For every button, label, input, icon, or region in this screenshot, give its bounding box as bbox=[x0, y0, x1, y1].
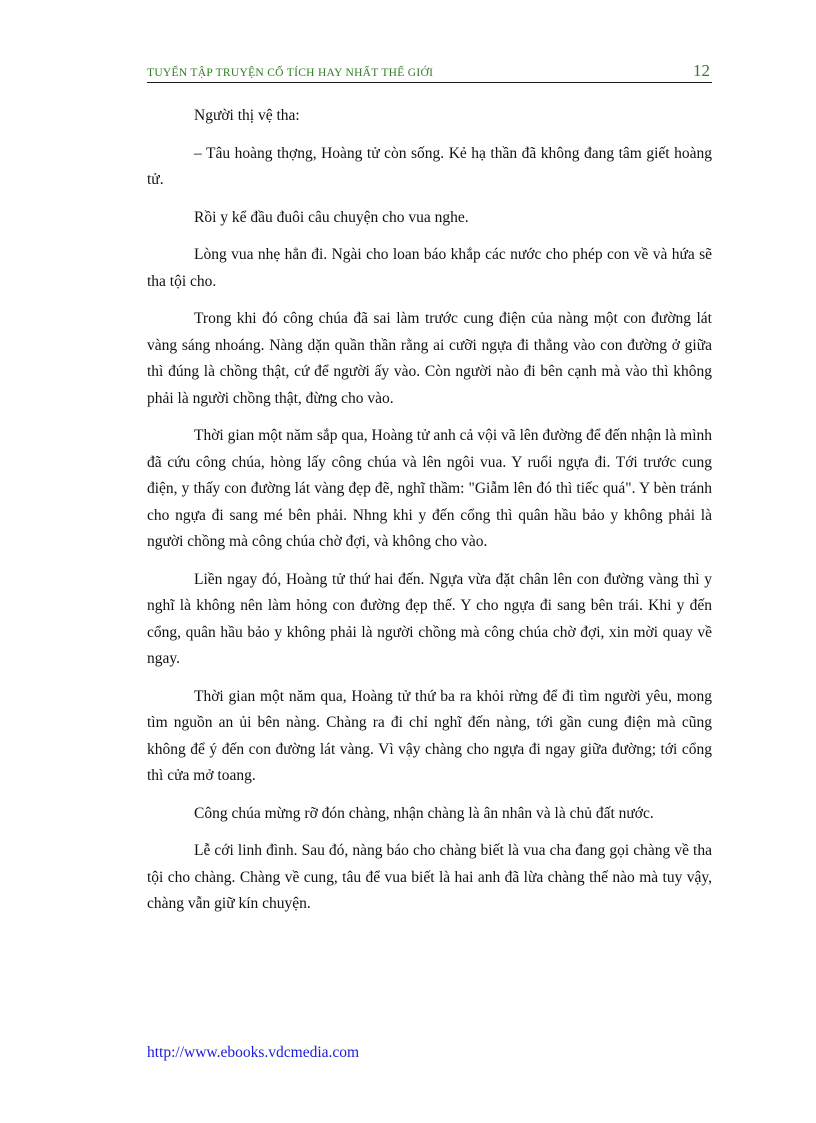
paragraph: Lễ cới linh đình. Sau đó, nàng báo cho chàng biết là vua cha đang gọi chàng về tha tội cho chàng. Chàng về cung, tâu để vua biết là hai anh đã lừa chàng thế nào mà tuy vậy, chàng vẫn giữ kín chuyện. bbox=[147, 842, 712, 912]
paragraph: Trong khi đó công chúa đã sai làm trước cung điện của nàng một con đường lát vàng sáng nhoáng. Nàng dặn quần thần rằng ai cưỡi ngựa đi thẳng vào con đường ở giữa thì đúng là chồng thật, cứ để người ấy vào. Còn người nào đi bên cạnh mà vào thì không phải là người chồng thật, đừng cho vào. bbox=[147, 310, 712, 407]
footer-website-link[interactable]: http://www.ebooks.vdcmedia.com bbox=[147, 1044, 360, 1061]
page-number: 12 bbox=[693, 61, 710, 80]
page-header bbox=[147, 58, 712, 83]
paragraph: – Tâu hoàng thợng, Hoàng tử còn sống. Kẻ hạ thần đã không đang tâm giết hoàng tử. bbox=[147, 144, 712, 188]
paragraph: Rồi y kể đầu đuôi câu chuyện cho vua nghe. bbox=[194, 208, 469, 226]
paragraph: Công chúa mừng rỡ đón chàng, nhận chàng là ân nhân và là chủ đất nước. bbox=[194, 804, 654, 822]
paragraph: Thời gian một năm sắp qua, Hoàng tử anh cả vội vã lên đường để đến nhận là mình đã cứu công chúa, hòng lấy công chúa và lên ngôi vua. Y ruổi ngựa đi. Tới trước cung điện, y thấy con đường lát vàng đẹp đẽ, nghĩ thầm: "Giẫm lên đó thì tiếc quá". Y bèn tránh cho ngựa đi sang mé bên phải. Nhng khi y đến cổng thì quân hầu bảo y không phải là người chồng mà công chúa chờ đợi, và không cho vào. bbox=[147, 427, 712, 550]
paragraph: Thời gian một năm qua, Hoàng tử thứ ba ra khỏi rừng để đi tìm người yêu, mong tìm nguồn an ủi bên nàng. Chàng ra đi chỉ nghĩ đến nàng, tới gần cung điện mà cũng không để ý đến con đường lát vàng. Vì vậy chàng cho ngựa đi ngay giữa đường; tới cổng thì cửa mở toang. bbox=[147, 687, 712, 784]
paragraph: Người thị vệ tha: bbox=[194, 107, 300, 124]
story-body bbox=[147, 103, 712, 929]
book-title: TUYỂN TẬP TRUYỆN CỔ TÍCH HAY NHẤT THẾ GIỚI bbox=[147, 67, 434, 79]
paragraph: Lòng vua nhẹ hẳn đi. Ngài cho loan báo khắp các nước cho phép con về và hứa sẽ tha tội cho. bbox=[147, 246, 712, 290]
paragraph: Liền ngay đó, Hoàng tử thứ hai đến. Ngựa vừa đặt chân lên con đường vàng thì y nghĩ là không nên làm hỏng con đường đẹp thế. Y cho ngựa đi sang bên trái. Khi y đến cổng, quân hầu bảo y không phải là người chồng mà công chúa chờ đợi, xin mời quay về ngay. bbox=[147, 570, 712, 667]
